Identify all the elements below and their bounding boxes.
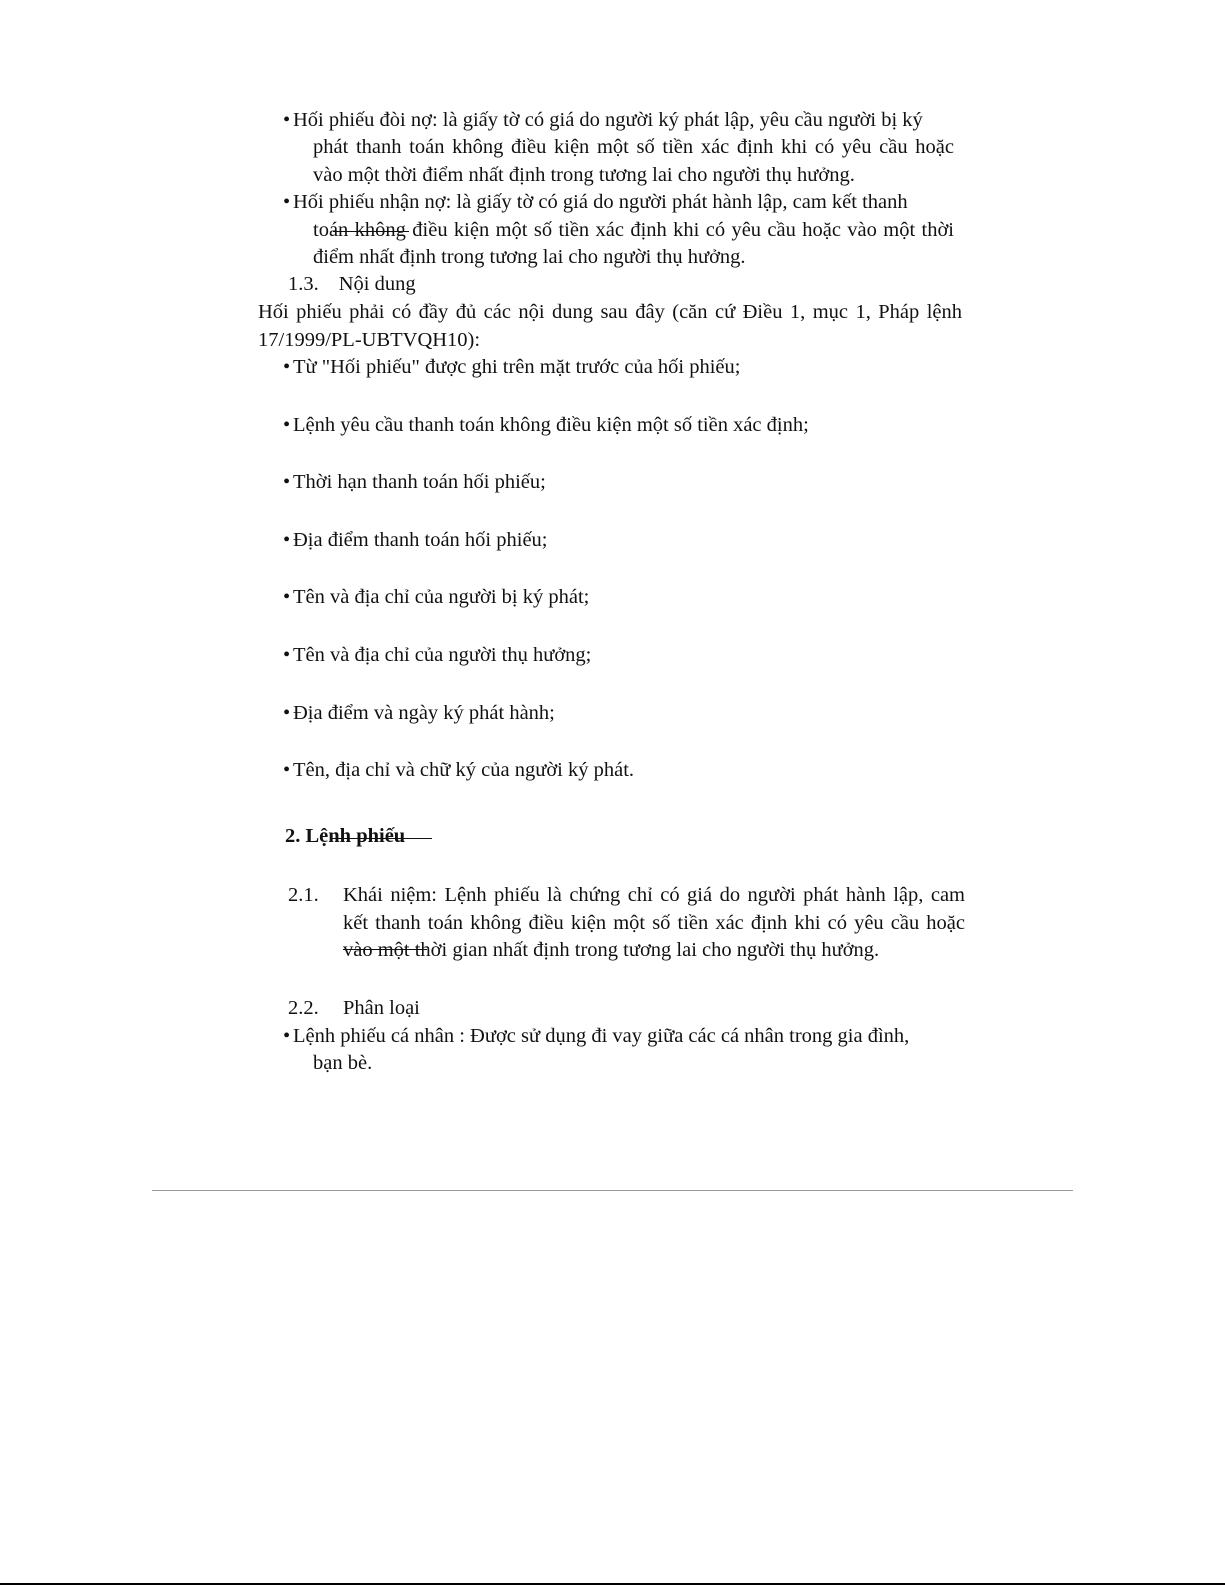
bullet-dot-icon: •: [283, 414, 291, 436]
bullet-dot-icon: •: [283, 586, 291, 608]
bullet-item: [283, 1022, 909, 1050]
list-item-text: Tên và địa chỉ của người bị ký phát;: [293, 586, 590, 608]
bullet-dot-icon: •: [283, 644, 291, 666]
list-item-text: Tên và địa chỉ của người thụ hưởng;: [293, 644, 592, 666]
bullet-dot-icon: •: [283, 191, 291, 213]
bullet-dot-icon: •: [283, 356, 291, 378]
bullet-dot-icon: •: [283, 529, 291, 551]
subheading-number: 2.1.: [288, 884, 319, 906]
list-item: [283, 641, 591, 669]
bullet-dot-icon: •: [283, 109, 291, 131]
list-item-text: Địa điểm và ngày ký phát hành;: [293, 702, 555, 724]
intro-paragraph-line: 17/1999/PL-UBTVQH10):: [258, 329, 481, 351]
bullet-dot-icon: •: [283, 702, 291, 724]
bullet-text: Hối phiếu nhận nợ: là giấy tờ có giá do người phát hành lập, cam kết thanh: [293, 191, 908, 213]
bullet-text: Hối phiếu đòi nợ: là giấy tờ có giá do người ký phát lập, yêu cầu người bị ký: [293, 109, 923, 131]
subheading-number: 2.2.: [288, 997, 319, 1019]
subheading-number: 1.3.: [288, 273, 319, 295]
list-item: [283, 699, 555, 727]
subheading-1-3: [288, 270, 416, 298]
list-item: [283, 468, 546, 496]
definition-line: Khái niệm: Lệnh phiếu là chứng chỉ có giá do người phát hành lập, cam: [343, 884, 965, 906]
strikethrough-mark: [333, 231, 409, 232]
bullet-continuation: vào một thời điểm nhất định trong tương lai cho người thụ hưởng.: [313, 164, 855, 186]
bullet-dot-icon: •: [283, 471, 291, 493]
section-2-heading: 2. Lệnh phiếu: [285, 825, 406, 847]
strikethrough-mark: [332, 838, 432, 839]
subheading-title: Phân loại: [343, 997, 420, 1019]
list-item: [283, 583, 589, 611]
list-item-text: Từ "Hối phiếu" được ghi trên mặt trước của hối phiếu;: [293, 356, 741, 378]
bullet-item: [283, 106, 923, 134]
bullet-continuation: phát thanh toán không điều kiện một số tiền xác định khi có yêu cầu hoặc: [313, 136, 954, 158]
intro-paragraph-line: Hối phiếu phải có đầy đủ các nội dung sau đây (căn cứ Điều 1, mục 1, Pháp lệnh: [258, 301, 962, 323]
list-item-text: Tên, địa chỉ và chữ ký của người ký phát.: [293, 759, 635, 781]
list-item: [283, 756, 634, 784]
list-item: [283, 411, 809, 439]
bullet-dot-icon: •: [283, 759, 291, 781]
bullet-text: Lệnh phiếu cá nhân : Được sử dụng đi vay giữa các cá nhân trong gia đình,: [293, 1025, 910, 1047]
bullet-dot-icon: •: [283, 1025, 291, 1047]
list-item-text: Địa điểm thanh toán hối phiếu;: [293, 529, 548, 551]
list-item-text: Lệnh yêu cầu thanh toán không điều kiện một số tiền xác định;: [293, 414, 809, 436]
definition-line: kết thanh toán không điều kiện một số tiền xác định khi có yêu cầu hoặc: [343, 912, 965, 934]
list-item: [283, 353, 740, 381]
subheading-title: Nội dung: [338, 273, 416, 295]
bullet-item: [283, 188, 908, 216]
bullet-continuation: bạn bè.: [313, 1052, 373, 1074]
definition-line: vào một thời gian nhất định trong tương lai cho người thụ hưởng.: [343, 939, 880, 961]
list-item-text: Thời hạn thanh toán hối phiếu;: [293, 471, 546, 493]
list-item: [283, 526, 548, 554]
page-divider: [152, 1190, 1073, 1191]
bullet-continuation: điểm nhất định trong tương lai cho người thụ hưởng.: [313, 246, 746, 268]
bullet-continuation: toán không điều kiện một số tiền xác định khi có yêu cầu hoặc vào một thời: [313, 219, 954, 241]
strikethrough-mark: [343, 949, 427, 950]
